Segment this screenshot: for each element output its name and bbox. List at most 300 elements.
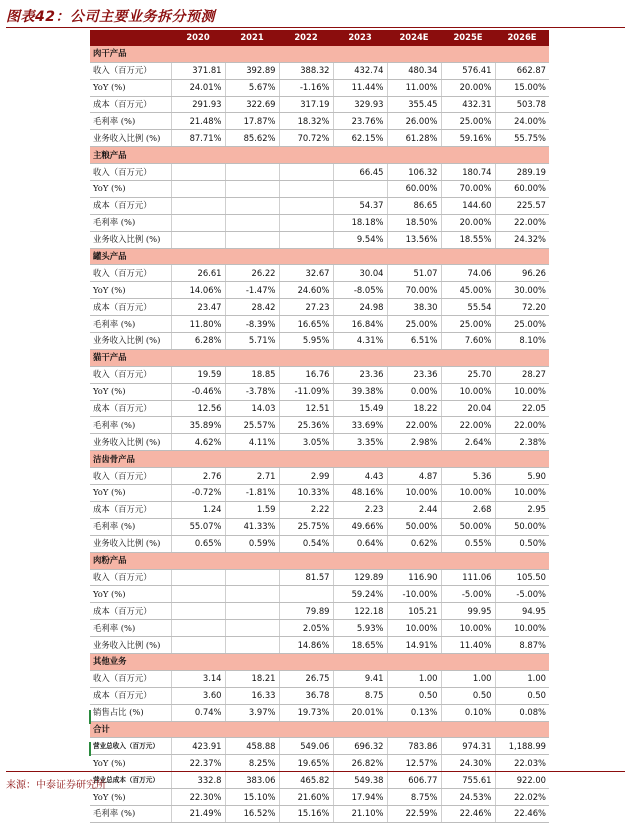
value-cell: 388.32 [279,62,333,79]
section-filler-cell [171,349,225,366]
value-cell: 4.31% [333,333,387,350]
value-cell: 465.82 [279,772,333,789]
section-filler-cell [279,721,333,738]
section-filler-cell [225,349,279,366]
value-cell: -0.46% [171,383,225,400]
value-cell: 3.05% [279,434,333,451]
row-label: 成本（百万元） [90,400,171,417]
table-row [90,400,549,417]
row-highlight-marker [89,742,91,756]
value-cell [279,231,333,248]
section-header-row [90,349,549,366]
header-row [90,30,549,46]
value-cell: 20.04 [441,400,495,417]
section-title: 其他业务 [90,653,171,670]
value-cell: 2.68 [441,501,495,518]
value-cell: 24.53% [441,789,495,806]
table-row [90,265,549,282]
value-cell: 16.76 [279,366,333,383]
table-row [90,333,549,350]
row-label: 成本（百万元） [90,501,171,518]
value-cell: 458.88 [225,738,279,755]
value-cell: 10.00% [441,620,495,637]
value-cell: 45.00% [441,282,495,299]
table-row [90,214,549,231]
value-cell: 8.75 [333,687,387,704]
value-cell: 21.48% [171,113,225,130]
value-cell: 3.35% [333,434,387,451]
value-cell: 7.60% [441,333,495,350]
value-cell: 50.00% [495,518,549,535]
value-cell: -8.39% [225,316,279,333]
value-cell: 3.60 [171,687,225,704]
table-row [90,282,549,299]
value-cell [279,164,333,181]
source-divider [6,771,625,772]
row-label: 毛利率 (%) [90,620,171,637]
table-row [90,704,549,721]
value-cell: 355.45 [387,96,441,113]
value-cell: 25.57% [225,417,279,434]
value-cell: 24.98 [333,299,387,316]
section-filler-cell [387,653,441,670]
value-cell: 2.38% [495,434,549,451]
value-cell: 503.78 [495,96,549,113]
section-filler-cell [279,451,333,468]
section-filler-cell [171,653,225,670]
value-cell: 24.30% [441,755,495,772]
table-row [90,586,549,603]
value-cell: -1.47% [225,282,279,299]
value-cell: 0.74% [171,704,225,721]
table-row [90,670,549,687]
value-cell: 10.00% [495,485,549,502]
value-cell: 0.08% [495,704,549,721]
value-cell: 0.00% [387,383,441,400]
section-filler-cell [387,147,441,164]
value-cell: 18.85 [225,366,279,383]
value-cell: 606.77 [387,772,441,789]
column-header: 2021 [225,30,279,46]
value-cell: 28.27 [495,366,549,383]
value-cell: 8.87% [495,637,549,654]
value-cell: 576.41 [441,62,495,79]
value-cell: 86.65 [387,197,441,214]
value-cell: 549.38 [333,772,387,789]
value-cell: 291.93 [171,96,225,113]
row-label: YoY (%) [90,282,171,299]
value-cell: 12.56 [171,400,225,417]
section-filler-cell [441,349,495,366]
value-cell: 2.23 [333,501,387,518]
section-filler-cell [441,653,495,670]
value-cell [225,603,279,620]
section-filler-cell [279,147,333,164]
value-cell: 19.73% [279,704,333,721]
value-cell: 289.19 [495,164,549,181]
row-label: 收入（百万元） [90,265,171,282]
section-filler-cell [225,46,279,62]
value-cell: 5.71% [225,333,279,350]
value-cell: 24.01% [171,79,225,96]
value-cell: 111.06 [441,569,495,586]
row-label: 成本（百万元） [90,197,171,214]
value-cell: 1,188.99 [495,738,549,755]
value-cell: 1.00 [441,670,495,687]
value-cell: 2.05% [279,620,333,637]
section-filler-cell [387,349,441,366]
value-cell: 432.74 [333,62,387,79]
value-cell: 21.49% [171,805,225,822]
value-cell: 5.36 [441,468,495,485]
section-filler-cell [333,349,387,366]
row-label: YoY (%) [90,755,171,772]
section-filler-cell [495,248,549,265]
value-cell: 2.64% [441,434,495,451]
value-cell: 51.07 [387,265,441,282]
value-cell: 8.10% [495,333,549,350]
section-filler-cell [279,349,333,366]
row-label: 业务收入比例 (%) [90,130,171,147]
value-cell: 60.00% [495,181,549,198]
value-cell: 19.65% [279,755,333,772]
value-cell: 2.44 [387,501,441,518]
row-label: 收入（百万元） [90,569,171,586]
value-cell: 329.93 [333,96,387,113]
value-cell: 10.00% [387,485,441,502]
value-cell: 225.57 [495,197,549,214]
row-label: YoY (%) [90,79,171,96]
section-filler-cell [333,46,387,62]
value-cell: 1.00 [495,670,549,687]
row-label: 业务收入比例 (%) [90,231,171,248]
value-cell: 55.07% [171,518,225,535]
value-cell: 1.00 [387,670,441,687]
value-cell: 70.00% [387,282,441,299]
column-header: 2023 [333,30,387,46]
value-cell: 22.05 [495,400,549,417]
row-label: 毛利率 (%) [90,316,171,333]
row-label: 毛利率 (%) [90,113,171,130]
value-cell [225,181,279,198]
table-row [90,789,549,806]
value-cell: 24.32% [495,231,549,248]
value-cell: 38.30 [387,299,441,316]
value-cell: 15.49 [333,400,387,417]
value-cell: 17.94% [333,789,387,806]
value-cell: -5.00% [441,586,495,603]
value-cell: 22.30% [171,789,225,806]
value-cell: 5.67% [225,79,279,96]
value-cell [171,164,225,181]
value-cell: 0.59% [225,535,279,552]
section-filler-cell [441,721,495,738]
value-cell [333,181,387,198]
value-cell: 25.00% [441,316,495,333]
value-cell: -10.00% [387,586,441,603]
value-cell: 1.24 [171,501,225,518]
value-cell: 28.42 [225,299,279,316]
section-filler-cell [171,147,225,164]
section-filler-cell [225,451,279,468]
value-cell: 23.36 [387,366,441,383]
row-label: YoY (%) [90,181,171,198]
section-title: 肉干产品 [90,46,171,62]
table-body [90,46,549,822]
value-cell: 10.00% [387,620,441,637]
row-label: YoY (%) [90,789,171,806]
value-cell: 27.23 [279,299,333,316]
value-cell: 36.78 [279,687,333,704]
value-cell: 0.50 [441,687,495,704]
value-cell: 11.44% [333,79,387,96]
value-cell: 922.00 [495,772,549,789]
value-cell: 122.18 [333,603,387,620]
table-row [90,197,549,214]
value-cell: 87.71% [171,130,225,147]
value-cell [171,197,225,214]
row-label: 成本（百万元） [90,96,171,113]
section-filler-cell [333,147,387,164]
value-cell: 22.00% [441,417,495,434]
row-label: 收入（百万元） [90,164,171,181]
value-cell: 32.67 [279,265,333,282]
row-label: 营业总收入（百万元） [90,738,171,755]
table-row [90,501,549,518]
table-row [90,603,549,620]
section-header-row [90,451,549,468]
value-cell: 0.54% [279,535,333,552]
value-cell: 8.75% [387,789,441,806]
section-filler-cell [495,451,549,468]
value-cell: 18.65% [333,637,387,654]
table-row [90,316,549,333]
value-cell [171,637,225,654]
value-cell [279,181,333,198]
table-row [90,299,549,316]
row-label: 毛利率 (%) [90,417,171,434]
value-cell: 0.50 [495,687,549,704]
value-cell: 30.04 [333,265,387,282]
value-cell: 0.50 [387,687,441,704]
value-cell: 50.00% [387,518,441,535]
section-filler-cell [441,46,495,62]
value-cell: 14.91% [387,637,441,654]
value-cell [171,181,225,198]
value-cell: 24.00% [495,113,549,130]
value-cell [171,569,225,586]
value-cell: 55.75% [495,130,549,147]
value-cell: 16.84% [333,316,387,333]
value-cell: 39.38% [333,383,387,400]
value-cell: 61.28% [387,130,441,147]
value-cell: 105.50 [495,569,549,586]
value-cell: 4.11% [225,434,279,451]
value-cell: 392.89 [225,62,279,79]
value-cell: -5.00% [495,586,549,603]
value-cell: 974.31 [441,738,495,755]
value-cell: 423.91 [171,738,225,755]
value-cell: 432.31 [441,96,495,113]
value-cell: 696.32 [333,738,387,755]
row-label: YoY (%) [90,383,171,400]
value-cell: 21.60% [279,789,333,806]
value-cell: 54.37 [333,197,387,214]
value-cell [171,231,225,248]
section-filler-cell [387,552,441,569]
value-cell: -1.81% [225,485,279,502]
value-cell: 662.87 [495,62,549,79]
row-label: 收入（百万元） [90,670,171,687]
column-header: 2022 [279,30,333,46]
value-cell: 16.65% [279,316,333,333]
row-label: 毛利率 (%) [90,518,171,535]
section-header-row [90,552,549,569]
value-cell [279,214,333,231]
value-cell: 22.00% [495,417,549,434]
value-cell: 5.93% [333,620,387,637]
row-label: 业务收入比例 (%) [90,535,171,552]
value-cell: 48.16% [333,485,387,502]
section-filler-cell [333,552,387,569]
value-cell: 4.87 [387,468,441,485]
value-cell: 94.95 [495,603,549,620]
section-filler-cell [333,248,387,265]
value-cell: 25.70 [441,366,495,383]
table-row [90,79,549,96]
row-label: 营业总成本（百万元） [90,772,171,789]
value-cell: 9.54% [333,231,387,248]
source-note: 来源：中泰证券研究所 [6,780,106,791]
row-label: 业务收入比例 (%) [90,333,171,350]
section-filler-cell [387,46,441,62]
value-cell [225,586,279,603]
value-cell: 23.36 [333,366,387,383]
value-cell: 0.10% [441,704,495,721]
section-filler-cell [495,552,549,569]
value-cell: 19.59 [171,366,225,383]
row-label: YoY (%) [90,586,171,603]
value-cell: 26.82% [333,755,387,772]
value-cell: 9.41 [333,670,387,687]
table-row [90,569,549,586]
value-cell: 4.62% [171,434,225,451]
section-title: 肉粉产品 [90,552,171,569]
value-cell: 15.00% [495,79,549,96]
section-filler-cell [279,248,333,265]
value-cell: -0.72% [171,485,225,502]
row-label: 收入（百万元） [90,62,171,79]
section-filler-cell [495,721,549,738]
section-filler-cell [495,653,549,670]
value-cell: 49.66% [333,518,387,535]
value-cell: 50.00% [441,518,495,535]
value-cell: 25.36% [279,417,333,434]
value-cell: 55.54 [441,299,495,316]
row-label: 毛利率 (%) [90,214,171,231]
value-cell: 14.86% [279,637,333,654]
value-cell: 2.71 [225,468,279,485]
value-cell: 0.65% [171,535,225,552]
row-label: 业务收入比例 (%) [90,637,171,654]
value-cell: 755.61 [441,772,495,789]
value-cell [171,586,225,603]
value-cell: 10.00% [441,383,495,400]
value-cell: 26.75 [279,670,333,687]
row-label: 成本（百万元） [90,687,171,704]
section-filler-cell [387,721,441,738]
value-cell: 11.40% [441,637,495,654]
value-cell: 144.60 [441,197,495,214]
value-cell: 14.06% [171,282,225,299]
value-cell: 480.34 [387,62,441,79]
value-cell: 59.24% [333,586,387,603]
value-cell: 30.00% [495,282,549,299]
value-cell [225,637,279,654]
value-cell [225,197,279,214]
value-cell [225,164,279,181]
value-cell: 15.16% [279,805,333,822]
value-cell [225,569,279,586]
table-row [90,620,549,637]
value-cell: 20.00% [441,214,495,231]
value-cell: 22.00% [387,417,441,434]
value-cell: 12.57% [387,755,441,772]
value-cell: 81.57 [279,569,333,586]
value-cell: 18.50% [387,214,441,231]
table-row [90,181,549,198]
section-filler-cell [171,248,225,265]
row-label: 成本（百万元） [90,299,171,316]
table-row [90,417,549,434]
section-filler-cell [225,653,279,670]
section-filler-cell [225,552,279,569]
section-filler-cell [279,46,333,62]
value-cell: 22.46% [441,805,495,822]
section-title: 合计 [90,721,171,738]
section-filler-cell [171,451,225,468]
value-cell: -3.78% [225,383,279,400]
section-filler-cell [495,46,549,62]
table-row [90,518,549,535]
value-cell: 33.69% [333,417,387,434]
value-cell: 18.18% [333,214,387,231]
section-filler-cell [495,147,549,164]
value-cell: 0.50% [495,535,549,552]
value-cell: 60.00% [387,181,441,198]
value-cell: 13.56% [387,231,441,248]
section-title: 主粮产品 [90,147,171,164]
table-row [90,434,549,451]
value-cell: 70.72% [279,130,333,147]
value-cell: 549.06 [279,738,333,755]
value-cell: 99.95 [441,603,495,620]
section-filler-cell [279,552,333,569]
value-cell: 106.32 [387,164,441,181]
table-row [90,62,549,79]
value-cell: 21.10% [333,805,387,822]
row-label: 收入（百万元） [90,366,171,383]
table-row [90,637,549,654]
value-cell: 20.00% [441,79,495,96]
value-cell: 59.16% [441,130,495,147]
section-filler-cell [333,451,387,468]
value-cell: 2.76 [171,468,225,485]
value-cell: 129.89 [333,569,387,586]
value-cell: 105.21 [387,603,441,620]
value-cell: 14.03 [225,400,279,417]
value-cell: 3.97% [225,704,279,721]
